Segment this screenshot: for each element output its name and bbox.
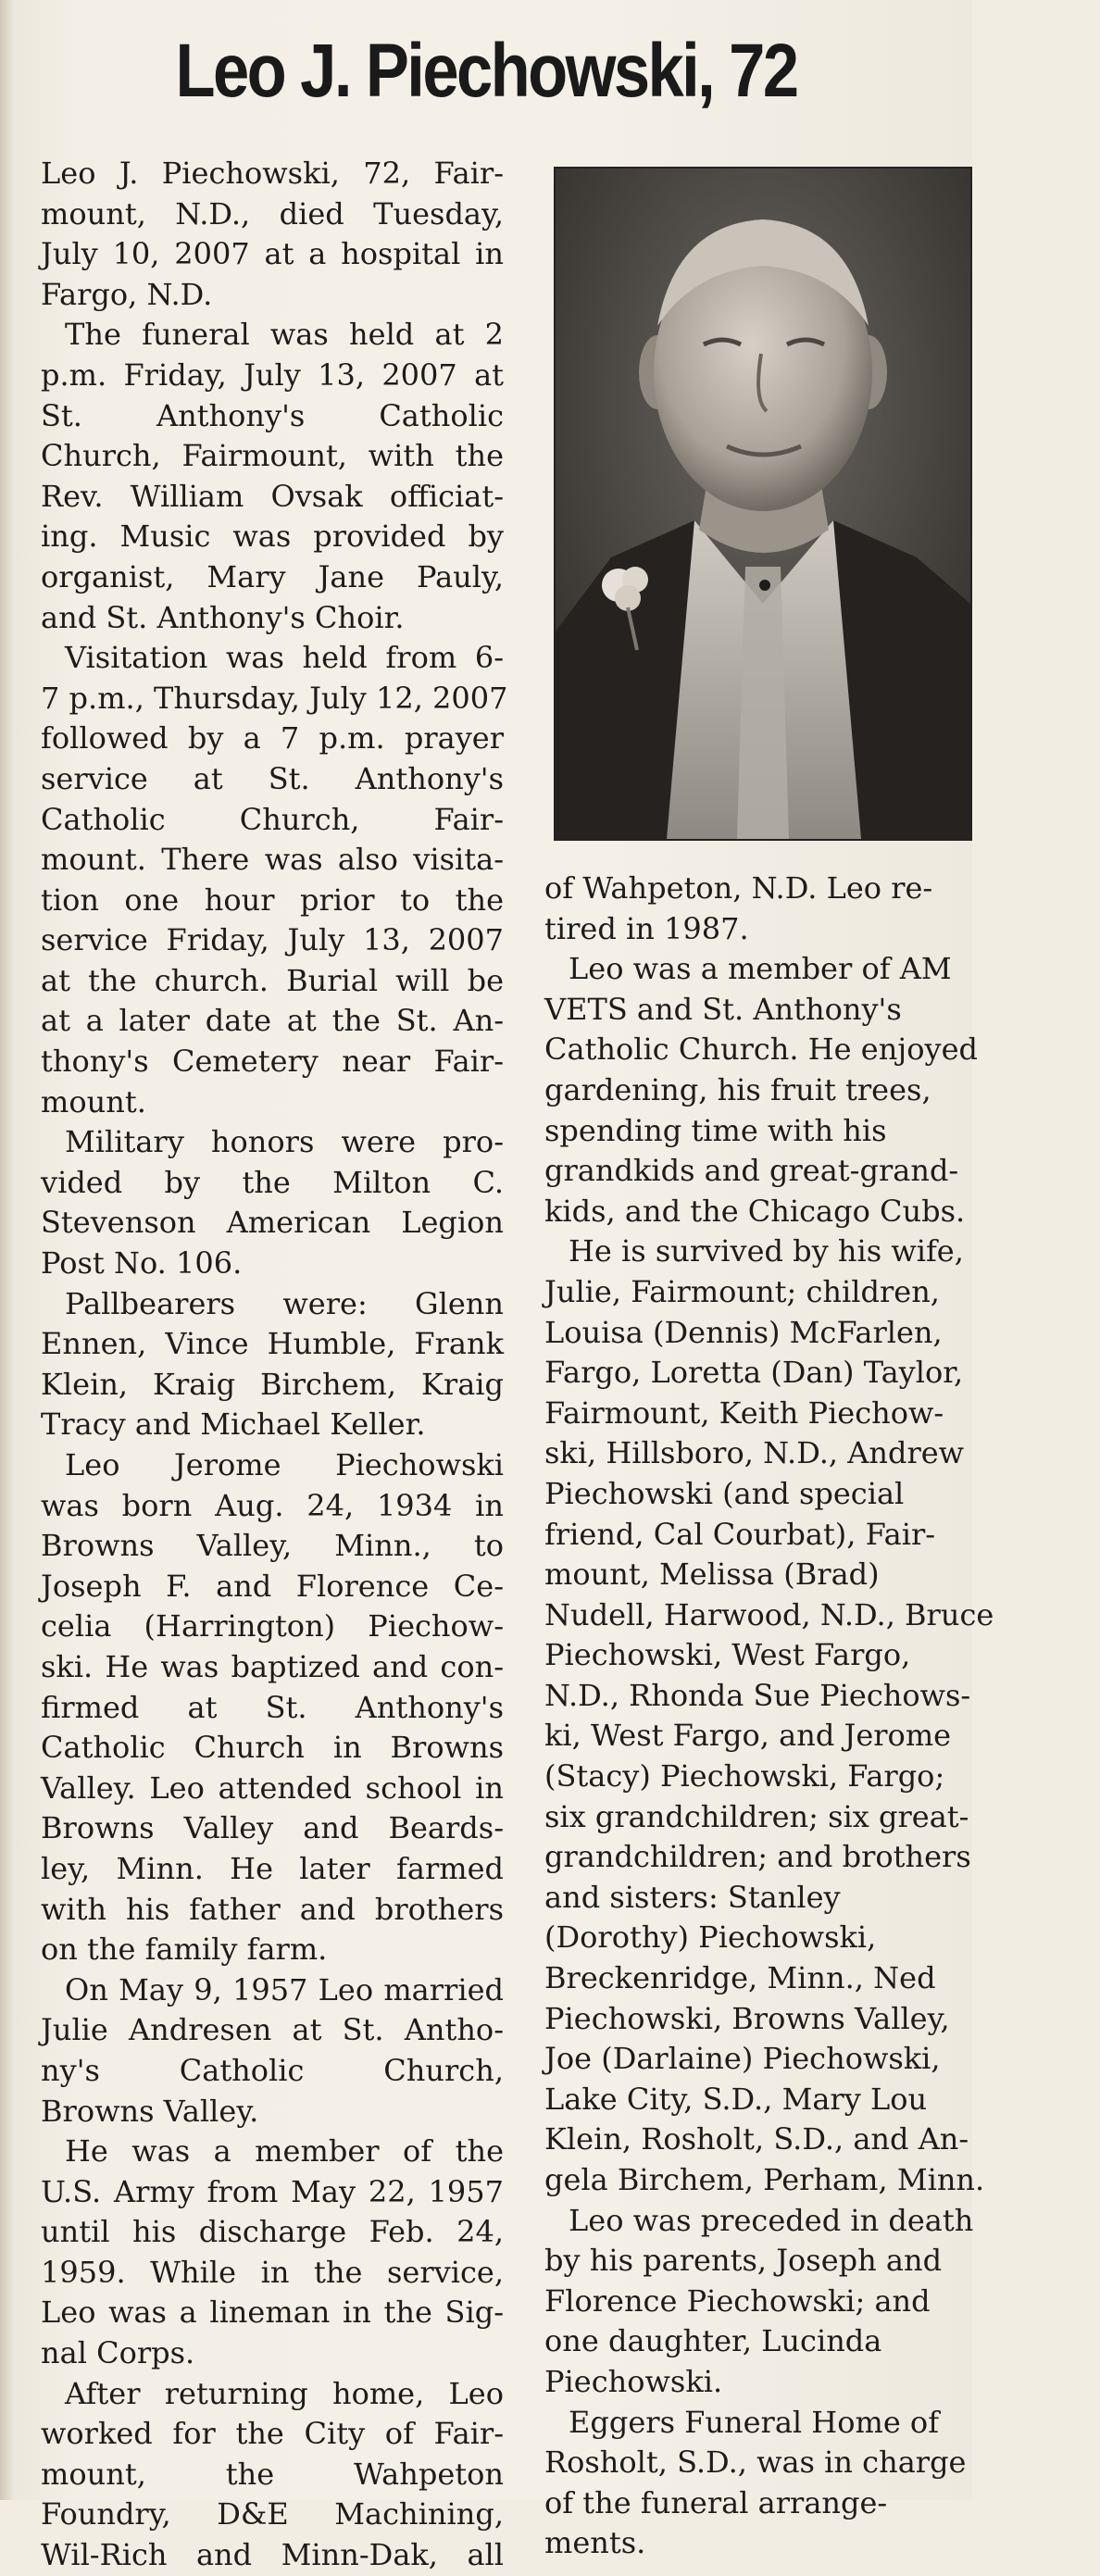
text-line: (Dorothy) Piechowski,: [544, 1919, 877, 1956]
text-line: of Wahpeton, N.D. Leo re-: [544, 870, 933, 906]
text-line: He is survived by his wife,: [569, 1233, 964, 1269]
text-line: ny's Catholic Church,: [41, 2052, 504, 2088]
text-line: Fargo, Loretta (Dan) Taylor,: [544, 1355, 964, 1391]
text-line: Breckenridge, Minn., Ned: [544, 1960, 936, 1996]
text-line: Joseph F. and Florence Ce-: [41, 1568, 504, 1604]
text-line: Browns Valley and Beards-: [41, 1810, 504, 1846]
text-line: On May 9, 1957 Leo married: [65, 1971, 504, 2007]
text-line: July 10, 2007 at a hospital in: [41, 236, 504, 272]
text-line: Piechowski.: [544, 2363, 723, 2399]
text-line: firmed at St. Anthony's: [41, 1689, 504, 1725]
text-line: at a later date at the St. An-: [41, 1003, 504, 1039]
text-line: The funeral was held at 2: [65, 317, 504, 353]
paper-edge: [0, 0, 13, 2500]
text-line: Louisa (Dennis) McFarlen,: [544, 1314, 943, 1350]
text-line: ski, Hillsboro, N.D., Andrew: [544, 1435, 965, 1471]
portrait-photo-icon: [554, 167, 972, 841]
text-line: of the funeral arrange-: [544, 2484, 888, 2520]
text-line: service at St. Anthony's: [41, 760, 504, 796]
text-line: by his parents, Joseph and: [544, 2243, 943, 2279]
text-line: mount, the Wahpeton: [41, 2456, 504, 2492]
text-line: Catholic Church. He enjoyed: [544, 1032, 978, 1068]
text-line: Fairmount, Keith Piechow-: [544, 1394, 944, 1431]
text-line: N.D., Rhonda Sue Piechows-: [544, 1677, 971, 1713]
text-line: and St. Anthony's Choir.: [41, 599, 405, 635]
text-line: 1959. While in the service,: [41, 2254, 504, 2290]
text-line: nal Corps.: [41, 2335, 195, 2371]
text-line: grandchildren; and brothers: [544, 1839, 971, 1875]
text-line: mount, Melissa (Brad): [544, 1557, 880, 1593]
text-line: tired in 1987.: [544, 910, 749, 946]
text-line: Nudell, Harwood, N.D., Bruce: [544, 1596, 994, 1632]
text-line: tion one hour prior to the: [41, 882, 504, 918]
text-line: Lake City, S.D., Mary Lou: [544, 2081, 928, 2117]
text-line: Joe (Darlaine) Piechowski,: [544, 2041, 941, 2077]
text-line: ley, Minn. He later farmed: [41, 1850, 504, 1886]
text-line: friend, Cal Courbat), Fair-: [544, 1516, 936, 1552]
text-line: Catholic Church in Browns: [41, 1730, 504, 1766]
text-line: Valley. Leo attended school in: [41, 1769, 504, 1806]
text-line: Florence Piechowski; and: [544, 2282, 931, 2319]
right-text-column: [544, 869, 1100, 2564]
text-line: Rev. William Ovsak officiat-: [41, 478, 504, 514]
text-line: p.m. Friday, July 13, 2007 at: [41, 356, 504, 393]
text-line: at the church. Burial will be: [41, 962, 504, 998]
text-line: St. Anthony's Catholic: [41, 397, 504, 433]
text-line: Military honors were pro-: [65, 1124, 504, 1160]
text-line: Church, Fairmount, with the: [41, 438, 504, 474]
text-line: ki, West Fargo, and Jerome: [544, 1718, 952, 1754]
text-line: (Stacy) Piechowski, Fargo;: [544, 1758, 945, 1794]
text-line: service Friday, July 13, 2007: [41, 922, 504, 958]
text-line: After returning home, Leo: [65, 2375, 504, 2411]
left-text-column: [41, 154, 508, 2576]
text-line: Pallbearers were: Glenn: [65, 1285, 504, 1321]
text-line: VETS and St. Anthony's: [544, 991, 902, 1027]
text-line: Tracy and Michael Keller.: [41, 1407, 426, 1443]
text-line: Ennen, Vince Humble, Frank: [41, 1326, 504, 1362]
text-line: Catholic Church, Fair-: [41, 801, 504, 837]
text-line: Leo was a lineman in the Sig-: [41, 2295, 504, 2331]
text-line: grandkids and great-grand-: [544, 1153, 959, 1189]
text-line: Fargo, N.D.: [41, 276, 213, 312]
text-line: with his father and brothers: [41, 1891, 504, 1927]
text-line: 7 p.m., Thursday, July 12, 2007: [41, 680, 508, 716]
text-line: Piechowski, West Fargo,: [544, 1637, 911, 1673]
text-line: mount.: [41, 1083, 146, 1119]
text-line: Visitation was held from 6-: [65, 640, 504, 676]
text-line: Klein, Kraig Birchem, Kraig: [41, 1366, 504, 1402]
text-line: Leo was preceded in death: [569, 2202, 974, 2238]
text-line: Wil-Rich and Minn-Dak, all: [41, 2537, 504, 2573]
text-line: Piechowski, Browns Valley,: [544, 2000, 950, 2036]
text-line: mount, N.D., died Tuesday,: [41, 195, 504, 231]
text-line: Leo Jerome Piechowski: [65, 1447, 504, 1482]
text-line: thony's Cemetery near Fair-: [41, 1044, 504, 1080]
text-line: mount. There was also visita-: [41, 842, 504, 878]
text-line: Stevenson American Legion: [41, 1205, 504, 1241]
text-line: Piechowski (and special: [544, 1475, 905, 1511]
text-line: Eggers Funeral Home of: [569, 2404, 940, 2440]
text-line: until his discharge Feb. 24,: [41, 2214, 504, 2250]
text-line: gardening, his fruit trees,: [544, 1071, 931, 1107]
text-line: one daughter, Lucinda: [544, 2323, 882, 2359]
text-line: U.S. Army from May 22, 1957: [41, 2173, 504, 2209]
text-line: Julie Andresen at St. Antho-: [41, 2012, 504, 2048]
text-line: celia (Harrington) Piechow-: [41, 1608, 504, 1644]
text-line: gela Birchem, Perham, Minn.: [544, 2162, 985, 2197]
obituary-headline: Leo J. Piechowski, 72: [175, 29, 797, 113]
text-line: on the family farm.: [41, 1932, 328, 1968]
text-line: ments.: [544, 2525, 646, 2561]
text-line: Post No. 106.: [41, 1245, 243, 1282]
text-line: ski. He was baptized and con-: [41, 1648, 504, 1684]
text-line: spending time with his: [544, 1112, 887, 1148]
text-line: worked for the City of Fair-: [41, 2416, 504, 2452]
text-line: ing. Music was provided by: [41, 519, 504, 555]
text-line: and sisters: Stanley: [544, 1879, 841, 1915]
text-line: was born Aug. 24, 1934 in: [41, 1487, 504, 1523]
text-line: Foundry, D&E Machining,: [41, 2496, 504, 2532]
text-line: Leo was a member of AM: [569, 951, 952, 987]
text-line: Browns Valley, Minn., to: [41, 1528, 504, 1564]
text-line: six grandchildren; six great-: [544, 1798, 969, 1834]
text-line: vided by the Milton C.: [41, 1164, 504, 1200]
text-line: organist, Mary Jane Pauly,: [41, 558, 504, 594]
text-line: kids, and the Chicago Cubs.: [544, 1193, 966, 1229]
text-line: Leo J. Piechowski, 72, Fair-: [41, 156, 504, 191]
text-line: followed by a 7 p.m. prayer: [41, 720, 504, 757]
text-line: Browns Valley.: [41, 2093, 259, 2129]
text-line: Klein, Rosholt, S.D., and An-: [544, 2121, 969, 2157]
text-line: Julie, Fairmount; children,: [544, 1273, 940, 1309]
text-line: Rosholt, S.D., was in charge: [544, 2445, 967, 2481]
text-line: He was a member of the: [65, 2133, 504, 2170]
